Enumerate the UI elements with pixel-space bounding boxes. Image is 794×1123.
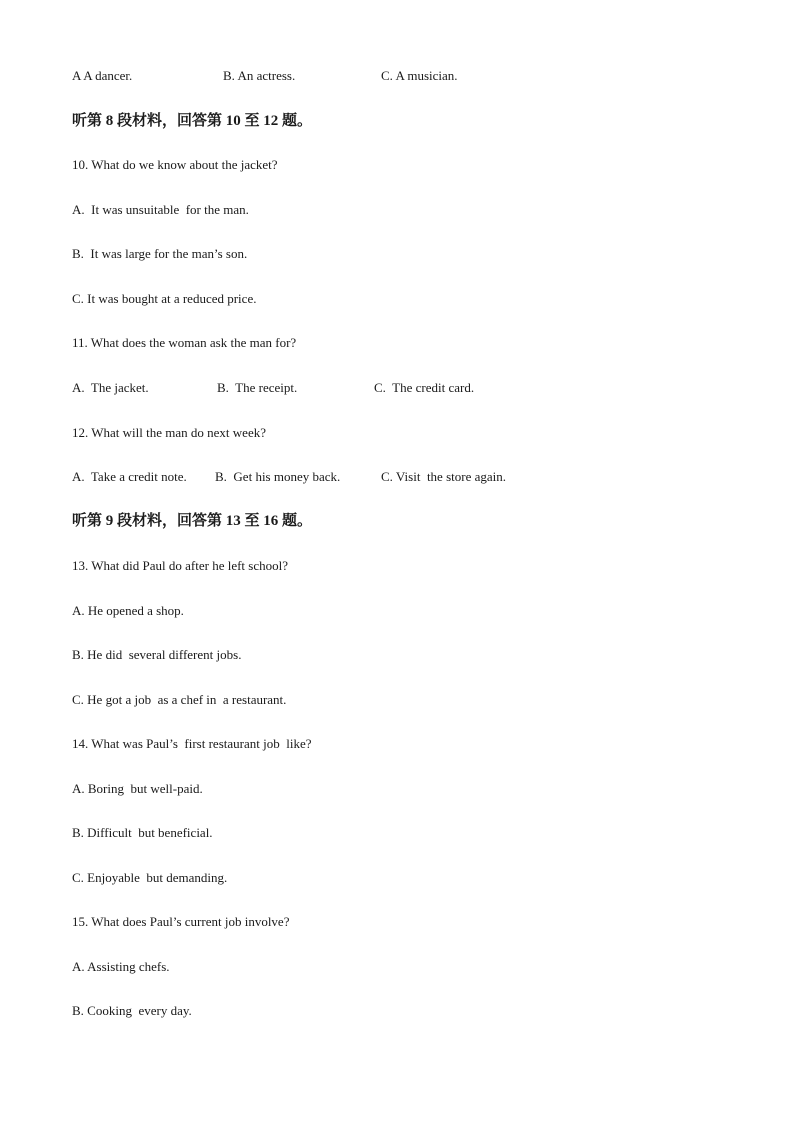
question-13: 13. What did Paul do after he left school? <box>72 558 289 573</box>
question-11: 11. What does the woman ask the man for? <box>72 335 297 350</box>
q15-option-a: A. Assisting chefs. <box>72 959 170 974</box>
section-heading-9: 听第 9 段材料，回答第 13 至 16 题。 <box>72 513 313 529</box>
question-10: 10. What do we know about the jacket? <box>72 157 278 172</box>
q10-option-a: A. It was unsuitable for the man. <box>72 202 249 217</box>
option-c: C. A musician. <box>381 68 458 83</box>
q14-option-c: C. Enjoyable but demanding. <box>72 870 228 885</box>
question-14: 14. What was Paul’s first restaurant job like? <box>72 736 312 751</box>
option-b: B. Get his money back. <box>215 469 341 484</box>
q10-option-b: B. It was large for the man’s son. <box>72 246 248 261</box>
q15-option-b: B. Cooking every day. <box>72 1003 192 1018</box>
q13-option-a: A. He opened a shop. <box>72 603 184 618</box>
option-c: C. The credit card. <box>374 380 475 395</box>
option-a: A A dancer. <box>72 68 133 83</box>
option-c: C. Visit the store again. <box>381 469 506 484</box>
section-heading-8: 听第 8 段材料，回答第 10 至 12 题。 <box>72 113 313 129</box>
question-12: 12. What will the man do next week? <box>72 425 266 440</box>
option-b: B. The receipt. <box>217 380 298 395</box>
q10-option-c: C. It was bought at a reduced price. <box>72 291 257 306</box>
q14-option-a: A. Boring but well-paid. <box>72 781 203 796</box>
q13-option-c: C. He got a job as a chef in a restaurant. <box>72 692 287 707</box>
option-a: A. The jacket. <box>72 380 149 395</box>
option-a: A. Take a credit note. <box>72 469 187 484</box>
question-15: 15. What does Paul’s current job involve? <box>72 914 290 929</box>
option-b: B. An actress. <box>223 68 296 83</box>
q14-option-b: B. Difficult but beneficial. <box>72 825 213 840</box>
q13-option-b: B. He did several different jobs. <box>72 647 242 662</box>
